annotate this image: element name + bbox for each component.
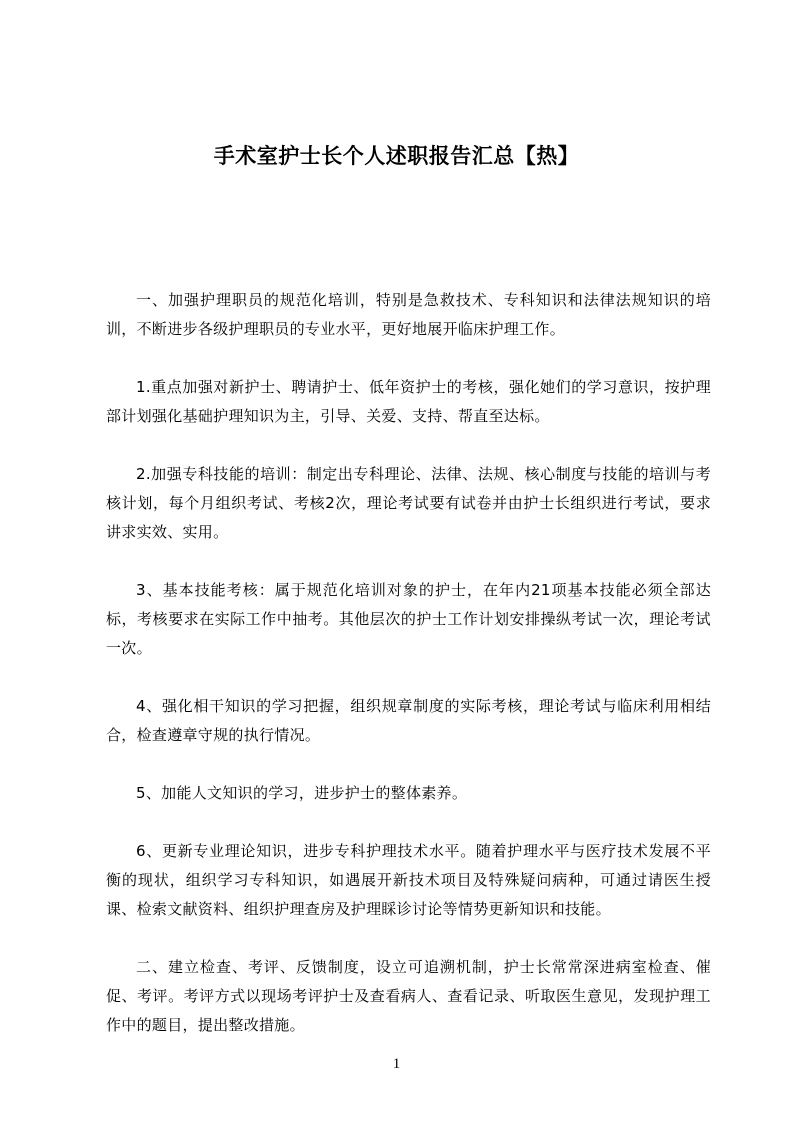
paragraph-gap <box>106 431 711 460</box>
paragraph-gap <box>106 750 711 779</box>
document-body <box>106 286 711 1040</box>
page-number: 1 <box>392 1056 401 1072</box>
paragraph-5: 4、强化相干知识的学习把握，组织规章制度的实际考核，理论考试与临床利用相结合，检查遵章守规的执行情况。 <box>106 697 711 744</box>
paragraph-4: 3、基本技能考核：属于规范化培训对象的护士，在年内21项基本技能必须全部达标，考核要求在实际工作中抽考。其他层次的护士工作计划安排操纵考试一次，理论考试一次。 <box>106 581 711 657</box>
paragraph-7: 6、更新专业理论知识，进步专科护理技术水平。随着护理水平与医疗技术发展不平衡的现状，组织学习专科知识，如遇展开新技术项目及特殊疑问病种，可通过请医生授课、检索文献资料、组织护理查房及护理睬诊讨论等情势更新知识和技能。 <box>106 842 711 918</box>
paragraph-gap <box>106 547 711 576</box>
paragraph-gap <box>106 344 711 373</box>
paragraph-gap <box>106 808 711 837</box>
paragraph-3: 2.加强专科技能的培训：制定出专科理论、法律、法规、核心制度与技能的培训与考核计划，每个月组织考试、考核2次，理论考试要有试卷并由护士长组织进行考试，要求讲求实效、实用。 <box>106 465 711 541</box>
paragraph-6: 5、加能人文知识的学习，进步护士的整体素养。 <box>136 784 468 802</box>
paragraph-gap <box>106 663 711 692</box>
document-title: 手术室护士长个人述职报告汇总【热】 <box>213 144 580 168</box>
paragraph-2: 1.重点加强对新护士、聘请护士、低年资护士的考核，强化她们的学习意识，按护理部计划强化基础护理知识为主，引导、关爱、支持、帮直至达标。 <box>106 378 711 425</box>
paragraph-8: 二、建立检查、考评、反馈制度，设立可追溯机制，护士长常常深进病室检查、催促、考评。考评方式以现场考评护士及查看病人、查看记录、听取医生意见，发现护理工作中的题目，提出整改措施。 <box>106 958 711 1034</box>
paragraph-1: 一、加强护理职员的规范化培训，特别是急救技术、专科知识和法律法规知识的培训，不断进步各级护理职员的专业水平，更好地展开临床护理工作。 <box>106 291 711 338</box>
paragraph-gap <box>106 924 711 953</box>
